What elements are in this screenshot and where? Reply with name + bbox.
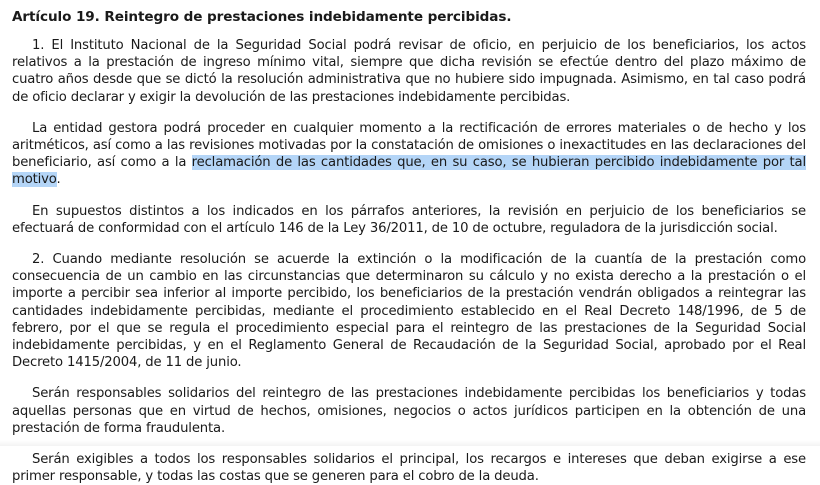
selected-text-highlight[interactable]: reclamación de las cantidades que, en su caso, se hubieran percibido indebidamente por tal motivo: [12, 155, 806, 188]
legal-document: [12, 0, 806, 485]
paragraph-2-text-after: .: [56, 172, 61, 188]
article-title: Artículo 19. Reintegro de prestaciones indebidamente percibidas.: [12, 9, 512, 25]
paragraph-1: 1. El Instituto Nacional de la Seguridad Social podrá revisar de oficio, en perjuicio de los beneficiarios, los actos relativos a la prestación de ingreso mínimo vital, siempre que dicha revisión se efectúe dentro del plazo máximo de cuatro años desde que se dictó la resolución administrativa que no hubiere sido impugnada. Asimismo, en tal caso podrá de oficio declarar y exigir la devolución de las prestaciones indebidamente percibidas.: [12, 38, 806, 105]
paragraph-3: En supuestos distintos a los indicados en los párrafos anteriores, la revisión en perjuicio de los beneficiarios se efectuará de conformidad con el artículo 146 de la Ley 36/2011, de 10 de octubre, reguladora de la jurisdicción social.: [12, 203, 806, 236]
paragraph-5: Serán responsables solidarios del reintegro de las prestaciones indebidamente percibidas los beneficiarios y todas aquellas personas que en virtud de hechos, omisiones, negocios o actos jurídicos participen en la obtención de una prestación de forma fraudulenta.: [12, 386, 806, 436]
paragraph-6: Serán exigibles a todos los responsables solidarios el principal, los recargos e intereses que deban exigirse a ese primer responsable, y todas las costas que se generen para el cobro de la deuda.: [12, 452, 806, 485]
paragraph-4: 2. Cuando mediante resolución se acuerde la extinción o la modificación de la cuantía de la prestación como consecuencia de un cambio en las circunstancias que determinaron su cálculo y no exista derecho a la prestación o el importe a percibir sea inferior al importe percibido, los beneficiarios de la prestación vendrán obligados a reintegrar las cantidades indebidamente percibidas, mediante el procedimiento establecido en el Real Decreto 148/1996, de 5 de febrero, por el que se regula el procedimiento especial para el reintegro de las prestaciones de la Seguridad Social indebidamente percibidas, y en el Reglamento General de Recaudación de la Seguridad Social, aprobado por el Real Decreto 1415/2004, de 11 de junio.: [12, 252, 806, 371]
bottom-edge: [0, 440, 820, 446]
paragraph-2-text-before: La entidad gestora podrá proceder en cualquier momento a la rectificación de errores materiales o de hecho y los aritméticos, así como a las revisiones motivadas por la constatación de omisiones o inexactitudes en las declaraciones del beneficiario, así como a la: [12, 120, 806, 171]
paragraph-2: [12, 120, 806, 189]
